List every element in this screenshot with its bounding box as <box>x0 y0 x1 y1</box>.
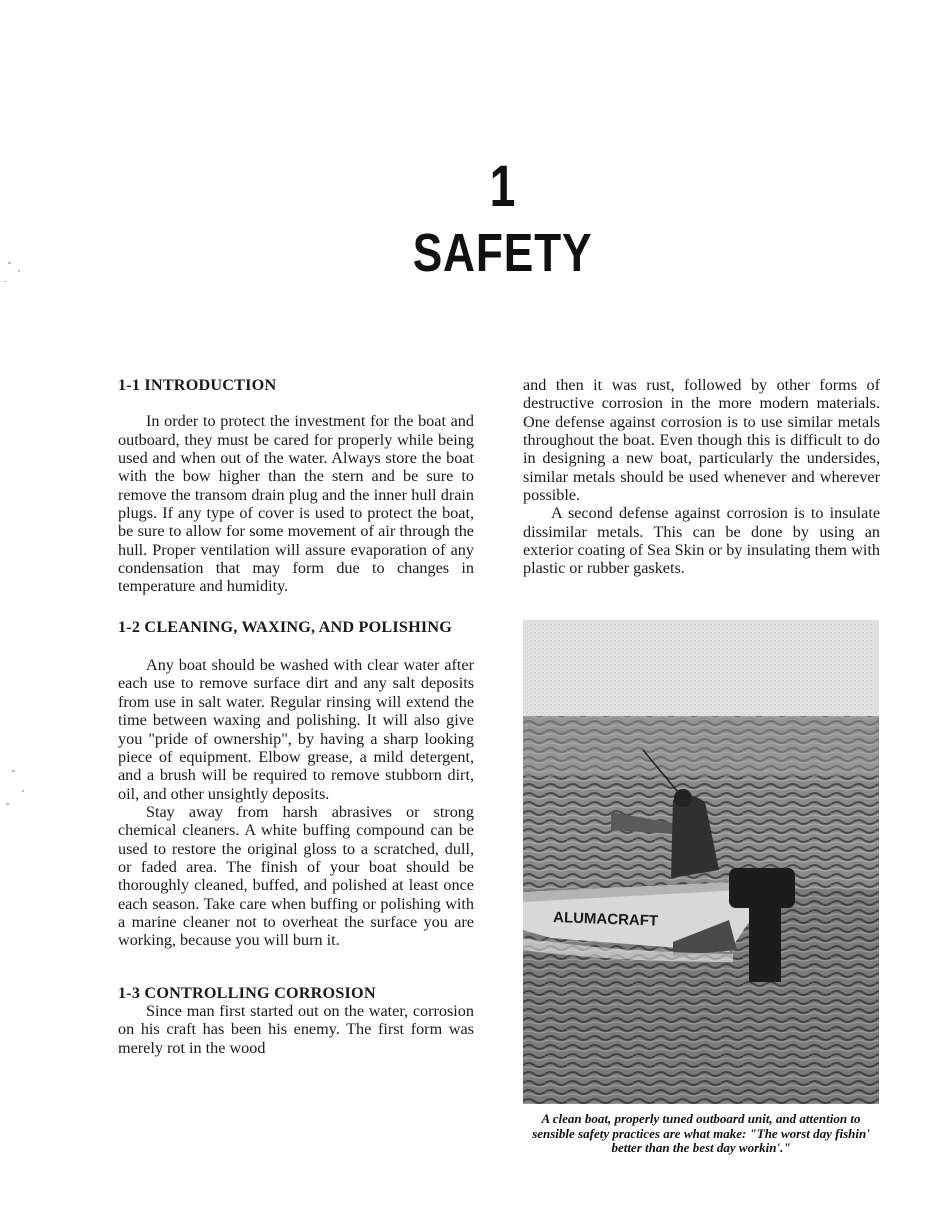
section-heading-introduction: 1-1 INTRODUCTION <box>118 376 277 394</box>
chapter-title: SAFETY <box>412 223 593 283</box>
paragraph-corrosion-2: and then it was rust, followed by other forms of destructive corrosion in the more modern materials. One defense against corrosion is to use similar metals throughout the boat. Even though this is difficult to do in designing a new boat, particularly the undersides, similar metals should be used whenever and wherever possible. <box>523 376 880 505</box>
chapter-number: 1 <box>489 154 516 219</box>
section-heading-corrosion: 1-3 CONTROLLING CORROSION <box>118 983 376 1002</box>
hull-lettering: ALUMACRAFT <box>552 909 659 930</box>
paragraph-corrosion-1: Since man first started out on the water, corrosion on his craft has been his enemy. The first form was merely rot in the wood <box>118 1001 474 1057</box>
paragraph-cleaning-2: Stay away from harsh abrasives or strong chemical cleaners. A white buffing compound can be used to restore the original gloss to a scratched, dull, or faded area. The finish of your boat should be thoroughly cleaned, buffed, and polished at least once each season. Take care when buffing or polishing with a marine cleaner not to overheat the surface you are working, because you will burn it. <box>118 802 474 950</box>
paragraph-cleaning-1: Any boat should be washed with clear water after each use to remove surface dirt and any salt deposits from use in salt water. Regular rinsing will extend the time between waxing and polishing. It will also give you "pride of ownership", by having a sharp looking piece of equipment. Elbow grease, a mild detergent, and a brush will be required to remove stubborn dirt, oil, and other unsightly deposits. <box>118 656 474 803</box>
paragraph-corrosion-3: A second defense against corrosion is to insulate dissimilar metals. This can be done by using an exterior coating of Sea Skin or by insulating them with plastic or rubber gaskets. <box>523 504 880 578</box>
section-heading-cleaning: 1-2 CLEANING, WAXING, AND POLISHING <box>118 617 453 636</box>
right-column <box>523 376 880 578</box>
left-column <box>118 376 474 1057</box>
boat-photo <box>523 620 879 1104</box>
paragraph-introduction: In order to protect the investment for the boat and outboard, they must be cared for properly while being used and when out of the water. Always store the boat with the bow higher than the stern and be sure to remove the transom drain plug and the inner hull drain plugs. If any type of cover is used to protect the boat, be sure to allow for some movement of air through the hull. Proper ventilation will assure evaporation of any condensation that may form due to changes in temperature and humidity. <box>118 412 474 596</box>
photo-caption: A clean boat, properly tuned outboard unit, and attention to sensible safety practices are what make: "The worst day fishin' better than the best day workin'." <box>532 1111 870 1155</box>
